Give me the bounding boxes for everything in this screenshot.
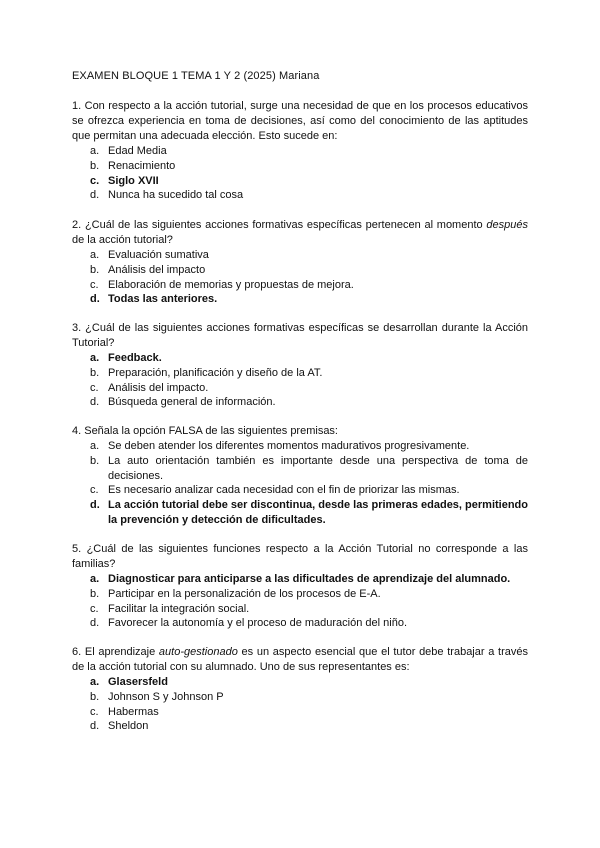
- option-letter: b.: [90, 690, 100, 703]
- option-letter: a.: [90, 352, 100, 364]
- option-c: [72, 602, 528, 617]
- option-text: Feedback.: [108, 352, 162, 364]
- option-b: [72, 159, 528, 174]
- option-d-correct: [72, 498, 528, 528]
- question-text-emphasis: auto-gestionado: [158, 646, 238, 658]
- question-6: [72, 645, 528, 734]
- option-letter: c.: [90, 705, 99, 718]
- question-text: [72, 218, 528, 248]
- option-letter: a.: [90, 145, 100, 157]
- option-letter: b.: [90, 366, 100, 379]
- option-letter: c.: [90, 381, 99, 394]
- option-text: Glasersfeld: [108, 676, 168, 688]
- question-3: [72, 321, 528, 410]
- option-letter: d.: [90, 293, 100, 306]
- option-letter: b.: [90, 159, 100, 172]
- option-text: Elaboración de memorias y propuestas de mejora.: [108, 278, 354, 291]
- option-d: [72, 395, 528, 410]
- option-a: [72, 248, 528, 263]
- option-text: Edad Media: [108, 145, 167, 157]
- option-text: Análisis del impacto.: [108, 381, 209, 394]
- option-text: Evaluación sumativa: [108, 249, 209, 261]
- option-text: Búsqueda general de información.: [108, 396, 276, 409]
- option-b: [72, 690, 528, 705]
- option-text: Nunca ha sucedido tal cosa: [108, 189, 244, 202]
- option-c: [72, 483, 528, 498]
- option-letter: a.: [90, 249, 100, 261]
- option-letter: c.: [90, 484, 99, 497]
- question-2: [72, 218, 528, 307]
- option-text: Participar en la personalización de los procesos de E-A.: [108, 587, 381, 600]
- question-text: 1. Con respecto a la acción tutorial, surge una necesidad de que en los procesos educativos se ofrezca experiencia en toma de decisiones, así como del conocimiento de las aptitudes que permitan una adecuada elección. Esto sucede en:: [72, 100, 528, 142]
- options-list: [72, 351, 528, 410]
- option-letter: d.: [90, 617, 100, 630]
- option-c-correct: [72, 174, 528, 189]
- option-c: [72, 278, 528, 293]
- option-text: Se deben atender los diferentes momentos madurativos progresivamente.: [108, 440, 470, 452]
- option-letter: d.: [90, 720, 100, 733]
- option-a: [72, 144, 528, 159]
- question-text-emphasis: después: [486, 219, 528, 231]
- question-1: [72, 99, 528, 203]
- question-text: 3. ¿Cuál de las siguientes acciones formativas específicas se desarrollan durante la Acción Tutorial?: [72, 322, 528, 349]
- options-list: [72, 439, 528, 528]
- options-list: [72, 248, 528, 307]
- option-letter: c.: [90, 278, 99, 291]
- option-b: [72, 263, 528, 278]
- question-text: 5. ¿Cuál de las siguientes funciones respecto a la Acción Tutorial no corresponde a las familias?: [72, 543, 528, 570]
- option-letter: d.: [90, 396, 100, 409]
- question-text-part: 6. El aprendizaje: [72, 646, 159, 658]
- option-d: [72, 616, 528, 631]
- question-4: [72, 424, 528, 528]
- option-text: Johnson S y Johnson P: [108, 690, 224, 703]
- option-text: Sheldon: [108, 720, 149, 733]
- options-list: [72, 572, 528, 631]
- question-5: [72, 542, 528, 631]
- option-letter: c.: [90, 602, 99, 615]
- option-b: [72, 366, 528, 381]
- option-text: Facilitar la integración social.: [108, 602, 250, 615]
- option-text: Habermas: [108, 705, 159, 718]
- option-text: Favorecer la autonomía y el proceso de maduración del niño.: [108, 617, 408, 630]
- option-a-correct: [72, 351, 528, 366]
- option-text: Todas las anteriores.: [108, 293, 218, 306]
- option-text: Preparación, planificación y diseño de la AT.: [108, 366, 323, 379]
- option-text: Siglo XVII: [108, 174, 159, 187]
- option-letter: d.: [90, 189, 100, 202]
- question-text-part: 2. ¿Cuál de las siguientes acciones formativas específicas pertenecen al momento: [72, 219, 487, 231]
- option-letter: d.: [90, 499, 100, 512]
- option-d: [72, 188, 528, 203]
- option-letter: a.: [90, 440, 100, 452]
- question-text-part: de la acción tutorial?: [72, 234, 173, 246]
- option-text: Diagnosticar para anticiparse a las dificultades de aprendizaje del alumnado.: [108, 573, 511, 585]
- option-b: [72, 454, 528, 484]
- option-letter: a.: [90, 573, 100, 585]
- option-a-correct: [72, 572, 528, 587]
- options-list: [72, 675, 528, 734]
- question-text-part: es un aspecto esencial que el tutor debe trabajar a través de la acción tutorial con su alumnado. Uno de sus representantes es:: [72, 646, 528, 673]
- option-letter: a.: [90, 676, 100, 688]
- option-b: [72, 587, 528, 602]
- option-letter: c.: [90, 174, 100, 187]
- question-text: [72, 645, 528, 675]
- option-letter: b.: [90, 587, 100, 600]
- option-a-correct: [72, 675, 528, 690]
- option-letter: b.: [90, 454, 100, 467]
- question-text: 4. Señala la opción FALSA de las siguientes premisas:: [72, 425, 338, 437]
- option-text: Análisis del impacto: [108, 263, 206, 276]
- option-d: [72, 719, 528, 734]
- option-c: [72, 381, 528, 396]
- options-list: [72, 144, 528, 203]
- option-d-correct: [72, 292, 528, 307]
- option-text: La acción tutorial debe ser discontinua, desde las primeras edades, permitiendo la prevención y detección de dificultades.: [108, 499, 528, 526]
- option-text: Es necesario analizar cada necesidad con el fin de priorizar las mismas.: [108, 484, 460, 497]
- exam-title: EXAMEN BLOQUE 1 TEMA 1 Y 2 (2025) Mariana: [72, 70, 320, 82]
- option-text: La auto orientación también es importante desde una perspectiva de toma de decisiones.: [108, 454, 528, 482]
- option-c: [72, 705, 528, 720]
- option-text: Renacimiento: [108, 159, 176, 172]
- option-letter: b.: [90, 263, 100, 276]
- option-a: [72, 439, 528, 454]
